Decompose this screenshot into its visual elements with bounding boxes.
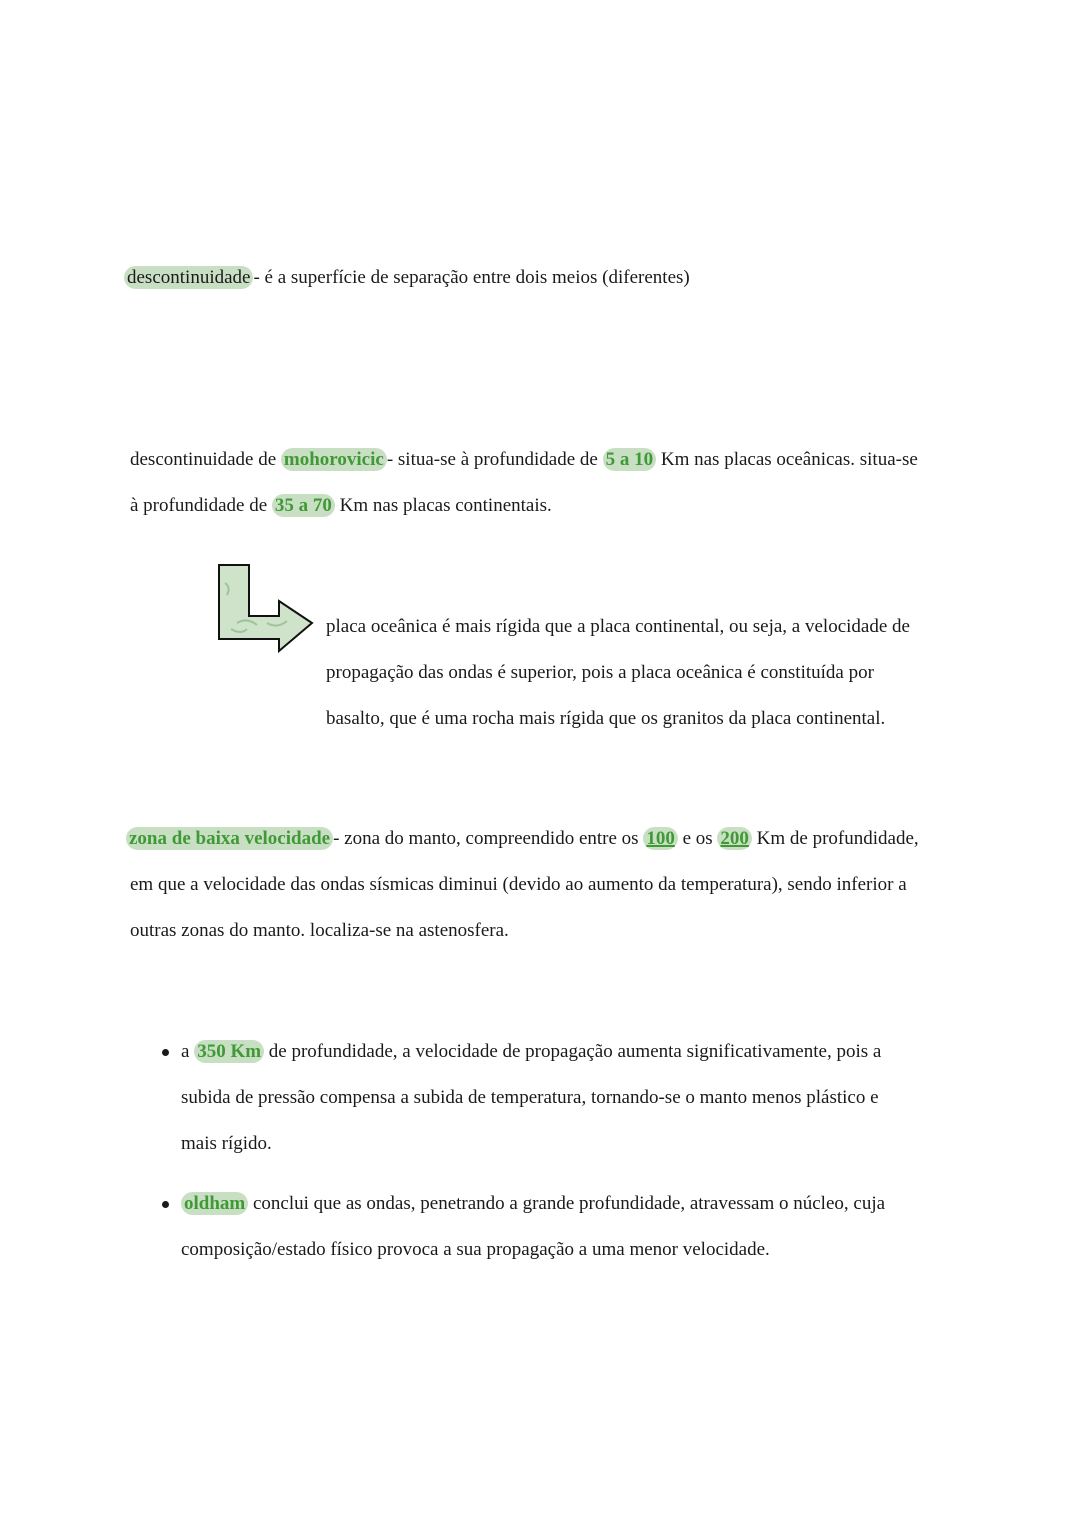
low-velocity-line-2: em que a velocidade das ondas sísmicas diminui (devido ao aumento da temperatura), sendo inferior a [130, 874, 907, 895]
bullet-2-line-2: composição/estado físico provoca a sua propagação a uma menor velocidade. [181, 1239, 770, 1260]
value-350km: 350 Km [194, 1040, 264, 1063]
text-segment: Km nas placas oceânicas. situa-se [656, 449, 918, 470]
text-segment: Km nas placas continentais. [334, 495, 552, 516]
mohorovicic-line-1 [130, 448, 918, 472]
value-continental-depth: 35 a 70 [272, 494, 335, 517]
value-oceanic-depth: 5 a 10 [603, 448, 657, 471]
mohorovicic-line-2 [130, 494, 552, 518]
text-segment: descontinuidade de [130, 449, 281, 470]
definition-text: - é a superfície de separação entre dois meios (diferentes) [253, 267, 690, 288]
note-line-1: placa oceânica é mais rígida que a placa continental, ou seja, a velocidade de [326, 616, 910, 637]
text-segment: à profundidade de [130, 495, 272, 516]
text-segment: e os [677, 828, 718, 849]
bullet-1-line-1 [181, 1040, 881, 1064]
note-line-3: basalto, que é uma rocha mais rígida que os granitos da placa continental. [326, 708, 886, 729]
term-oldham: oldham [181, 1192, 248, 1215]
text-segment: a [181, 1041, 195, 1062]
low-velocity-line-3: outras zonas do manto. localiza-se na astenosfera. [130, 920, 509, 941]
value-100: 100 [643, 827, 678, 850]
low-velocity-line-1 [126, 827, 919, 851]
bent-right-arrow-icon [217, 563, 315, 655]
text-segment: Km de profundidade, [751, 828, 919, 849]
bullet-dot [162, 1049, 169, 1056]
text-segment: conclui que as ondas, penetrando a grande profundidade, atravessam o núcleo, cuja [248, 1193, 886, 1214]
bullet-2-line-1 [181, 1192, 885, 1216]
term-descontinuidade: descontinuidade [124, 266, 253, 289]
bullet-1-line-3: mais rígido. [181, 1133, 272, 1154]
definition-descontinuidade [124, 266, 690, 290]
term-low-velocity-zone: zona de baixa velocidade [126, 827, 333, 850]
bullet-dot [162, 1201, 169, 1208]
term-mohorovicic: mohorovicic [281, 448, 387, 471]
text-segment: - zona do manto, compreendido entre os [333, 828, 644, 849]
text-segment: de profundidade, a velocidade de propagação aumenta significativamente, pois a [264, 1041, 882, 1062]
note-line-2: propagação das ondas é superior, pois a placa oceânica é constituída por [326, 662, 874, 683]
bullet-1-line-2: subida de pressão compensa a subida de temperatura, tornando-se o manto menos plástico e [181, 1087, 879, 1108]
value-200: 200 [717, 827, 752, 850]
text-segment: - situa-se à profundidade de [386, 449, 603, 470]
